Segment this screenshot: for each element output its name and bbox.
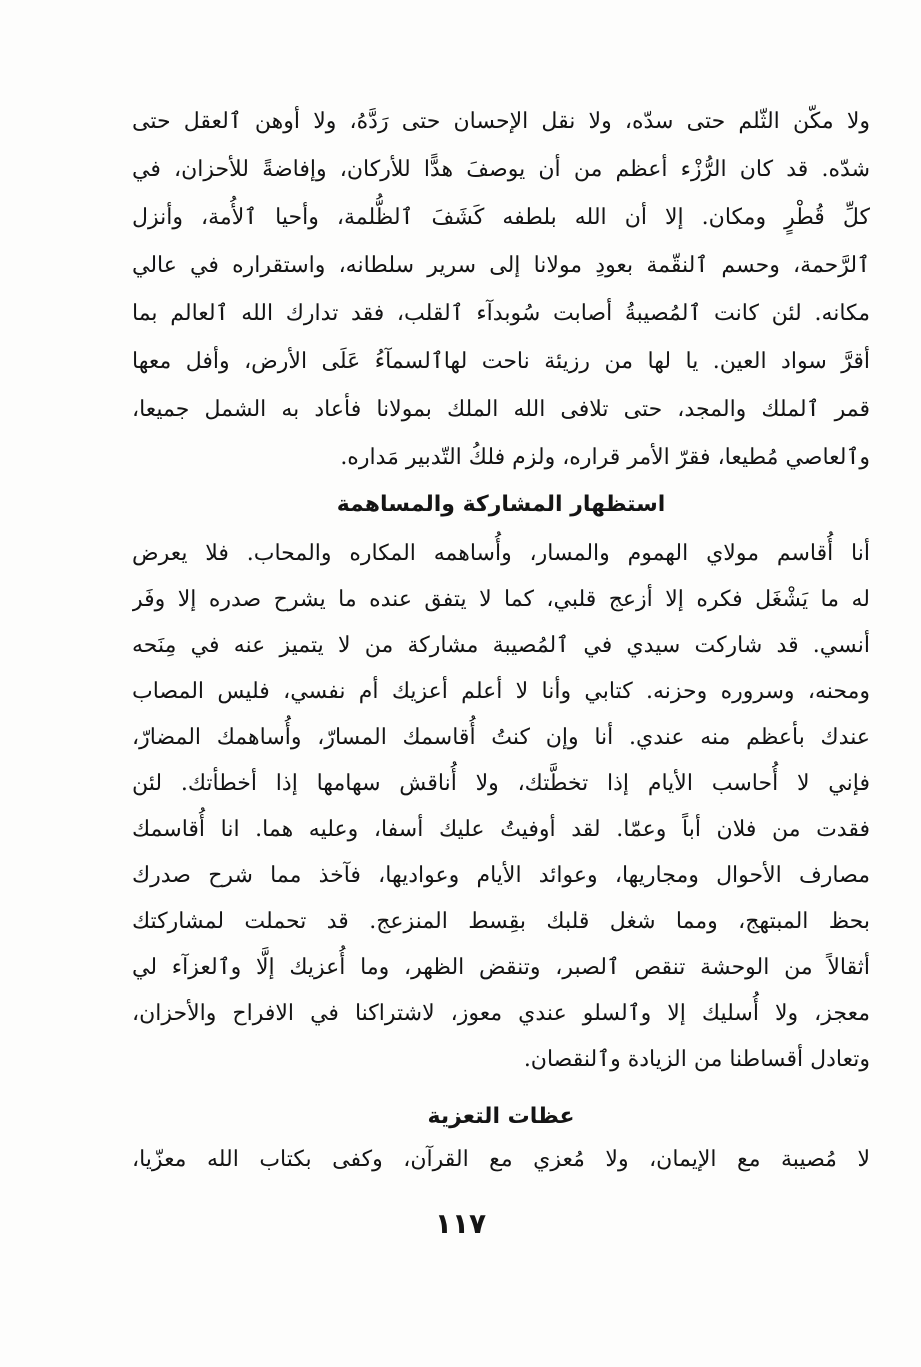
paragraph-1 — [132, 94, 870, 474]
paragraph-1-line: وٱلعاصي مُطيعا، فقرّ الأمر قراره، ولزم فلكُ التّدبير مَداره. — [340, 445, 870, 470]
paragraph-2-line: معجز، ولا أُسليك إلا وٱلسلو عندي معوز، لاشتراكنا في الافراح والأحزان، — [132, 1001, 870, 1026]
paragraph-2-line: عندك بأعظم منه عندي. أنا وإن كنتُ أُقاسمك المسارّ، وأُساهمك المضارّ، — [132, 725, 870, 750]
paragraph-1-line: أقرَّ سواد العين. يا لها من رزيئة ناحت لهاٱلسمآءُ عَلَى الأرض، وأفل معها — [132, 349, 870, 374]
paragraph-3-line: لا مُصيبة مع الإيمان، ولا مُعزي مع القرآن، وكفى بكتاب الله معزّيا، — [132, 1147, 870, 1172]
paragraph-1-line: كلِّ قُطْرٍ ومكان. إلا أن الله بلطفه كَشَفَ ٱلظُّلمة، وأحيا ٱلأُمة، وأنزل — [132, 205, 870, 230]
paragraph-2-line: مصارف الأحوال ومجاريها، وعوائد الأيام وعواديها، فآخذ مما شرح صدرك — [132, 863, 870, 888]
paragraph-1-line: قمر ٱلملك والمجد، حتى تلافى الله الملك بمولانا فأعاد به الشمل جميعا، — [132, 397, 870, 422]
paragraph-2-line: فقدت من فلان أباً وعمّا. لقد أوفيتُ عليك أسفا، وعليه هما. انا أُقاسمك — [132, 817, 870, 842]
paragraph-1-line: ولا مكّن الثّلم حتى سدّه، ولا نقل الإحسان حتى رَدَّهُ، ولا أوهن ٱلعقل حتى — [132, 109, 870, 134]
paragraph-1-line: شدّه. قد كان الرُّزْء أعظم من أن يوصفَ هدًّا للأركان، وإفاضةً للأحزان، في — [132, 157, 870, 182]
paragraph-1-line: مكانه. لئن كانت ٱلمُصيبةُ أصابت سُوبدآء ٱلقلب، فقد تدارك الله ٱلعالم بما — [132, 301, 870, 326]
paragraph-2-line: أنا أُقاسم مولاي الهموم والمسار، وأُساهمه المكاره والمحاب. فلا يعرض — [132, 541, 870, 566]
page-number: ١١٧ — [434, 1207, 487, 1240]
paragraph-2-line: أثقالاً من الوحشة تنقص ٱلصبر، وتنقض الظهر، وما أُعزيك إلَّا وٱلعزآء لي — [132, 955, 870, 980]
paragraph-3 — [132, 1132, 870, 1188]
paragraph-2-line: بحظ المبتهج، ومما شغل قلبك بقِسط المنزعج. قد تحملت لمشاركتك — [132, 909, 870, 934]
section-heading: استظهار المشاركة والمساهمة — [336, 492, 666, 517]
paragraph-2-line: له ما يَشْغَل فكره إلا أزعج قلبي، كما لا يتفق عنده ما يشرح صدره إلا وفَر — [132, 587, 870, 612]
paragraph-2-line: فإني لا أُحاسب الأيام إذا تخطَّتك، ولا أُناقش سهامها إذا أخطأتك. لئن — [132, 771, 870, 796]
paragraph-2-line: أنسي. قد شاركت سيدي في ٱلمُصيبة مشاركة من لا يتميز عنه في مِنَحه — [132, 633, 870, 658]
paragraph-2 — [132, 526, 870, 1092]
paragraph-2-line: وتعادل أقساطنا من الزيادة وٱلنقصان. — [523, 1047, 870, 1072]
paragraph-2-line: ومحنه، وسروره وحزنه. كتابي وأنا لا أعلم أعزيك أم نفسي، فليس المصاب — [132, 679, 870, 704]
section-heading: عظات التعزية — [427, 1104, 575, 1129]
paragraph-1-line: ٱلرَّحمة، وحسم ٱلنقّمة بعودِ مولانا إلى سرير سلطانه، واستقراره في عالي — [132, 253, 870, 278]
